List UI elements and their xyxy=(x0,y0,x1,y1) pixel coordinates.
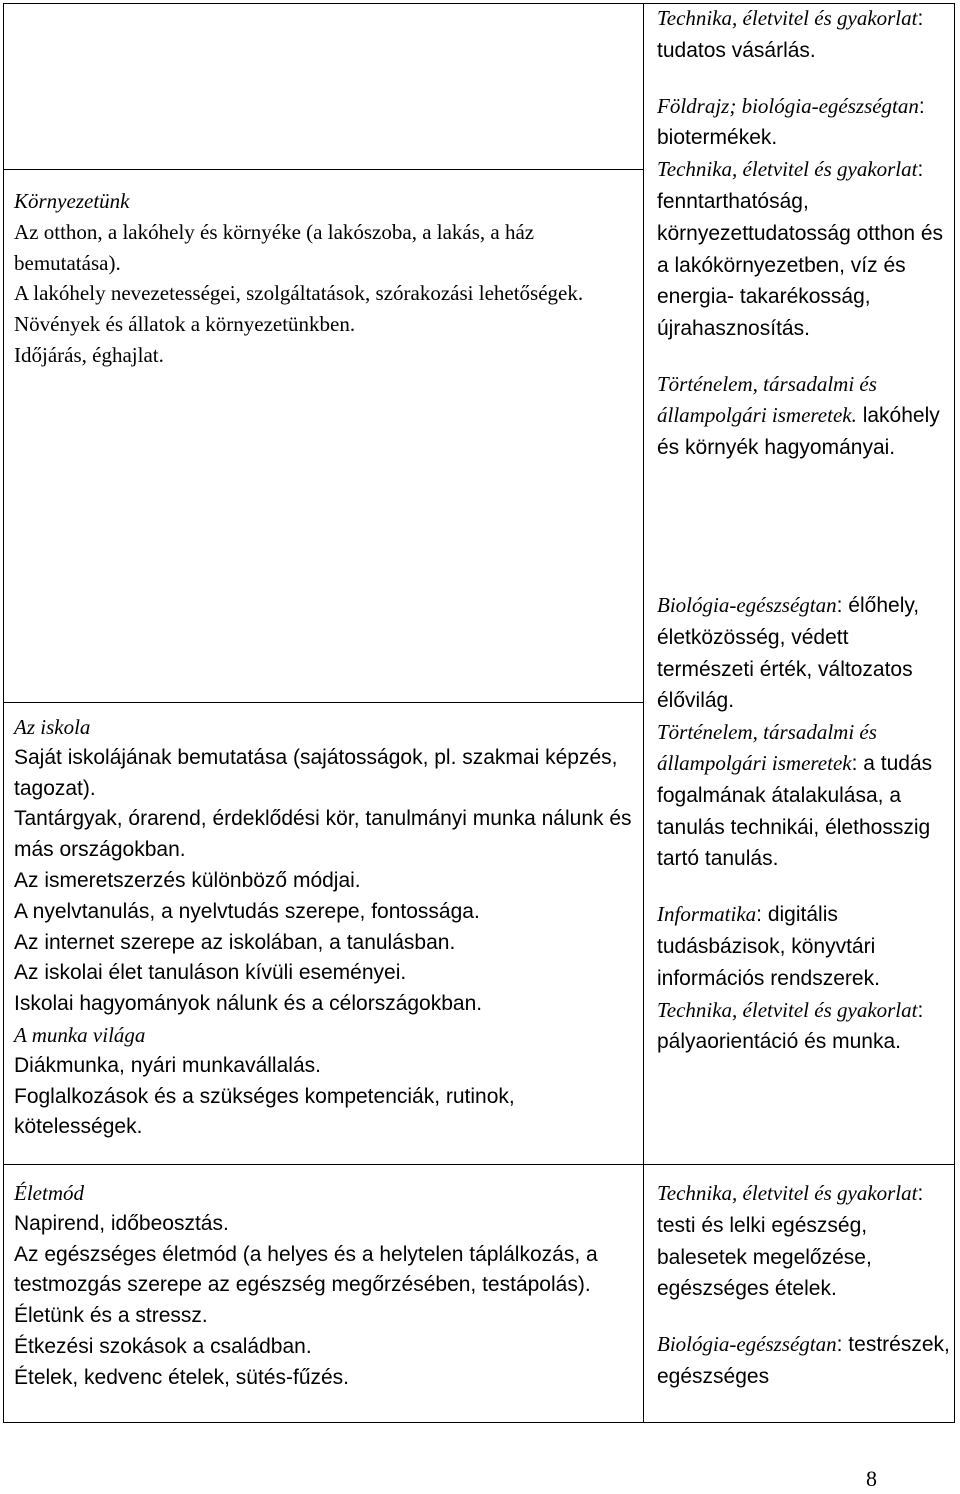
row-3-left-cell xyxy=(14,1178,636,1394)
cross-reference xyxy=(657,154,951,345)
subject-name: Technika, életvitel és gyakorlat xyxy=(657,997,918,1022)
cross-reference xyxy=(657,3,951,67)
section-heading: A munka világa xyxy=(14,1022,146,1047)
topic-line: Az internet szerepe az iskolában, a tanulásban. xyxy=(14,930,456,954)
topic-line: Foglalkozások és a szükséges kompetenciák, rutinok, kötelességek. xyxy=(14,1084,515,1139)
cross-reference-text: : pályaorientáció és munka. xyxy=(657,998,924,1054)
cross-reference-text: : digitális tudásbázisok, könyvtári információs rendszerek. xyxy=(657,903,880,990)
topic-line: Diákmunka, nyári munkavállalás. xyxy=(14,1053,321,1077)
subject-name: Biológia-egészségtan xyxy=(657,593,837,617)
cross-reference xyxy=(657,899,951,994)
topic-line: Időjárás, éghajlat. xyxy=(14,342,164,367)
subject-name: Technika, életvitel és gyakorlat xyxy=(657,157,918,182)
row-divider-3 xyxy=(3,1164,955,1165)
cross-reference xyxy=(657,1329,951,1393)
row-1-right-cell xyxy=(657,3,951,463)
topic-line: Az egészséges életmód (a helyes és a helytelen táplálkozás, a testmozgás szerepe az egészség megőrzésében, testápolás). xyxy=(14,1242,598,1297)
topic-line: Tantárgyak, órarend, érdeklődési kör, tanulmányi munka nálunk és más országokban. xyxy=(14,807,632,862)
cross-reference-text: : testi és lelki egészség, balesetek megelőzése, egészséges ételek. xyxy=(657,1182,924,1301)
cross-reference xyxy=(657,590,951,717)
cross-reference xyxy=(657,91,951,155)
cross-reference-text: : fenntarthatóság, környezettudatosság otthon és a lakókörnyezetben, víz és energia- takarékosság, újrahasznosítás. xyxy=(657,158,944,341)
cross-reference-text: lakóhely és környék hagyományai. xyxy=(657,403,940,459)
topic-line: Növények és állatok a környezetünkben. xyxy=(14,312,356,337)
subject-name: Biológia-egészségtan xyxy=(657,1332,837,1357)
topic-line: Iskolai hagyományok nálunk és a célországokban. xyxy=(14,992,483,1016)
subject-name: Informatika xyxy=(657,902,757,927)
cross-reference xyxy=(657,369,951,463)
row-divider-1 xyxy=(3,169,643,170)
topic-line: Életünk és a stressz. xyxy=(14,1304,208,1328)
subject-name: Földrajz; biológia-egészségtan xyxy=(657,93,919,118)
topic-line: Saját iskolájának bemutatása (sajátosságok, pl. szakmai képzés, tagozat). xyxy=(14,745,618,800)
topic-line: A lakóhely nevezetességei, szolgáltatások, szórakozási lehetőségek. xyxy=(14,281,584,306)
topic-line: Napirend, időbeosztás. xyxy=(14,1211,229,1235)
topic-line: Az otthon, a lakóhely és környéke (a lakószoba, a lakás, a ház bemutatása). xyxy=(14,219,535,275)
topic-line: A nyelvtanulás, a nyelvtudás szerepe, fontossága. xyxy=(14,899,480,923)
row-3-right-cell xyxy=(657,1178,951,1393)
cross-reference xyxy=(657,1178,951,1305)
cross-reference-text: : biotermékek. xyxy=(657,94,925,150)
subject-name: Technika, életvitel és gyakorlat xyxy=(657,1181,918,1205)
cross-reference-text: : testrészek, egészséges xyxy=(657,1333,950,1388)
subject-name: Történelem, társadalmi és állampolgári ismeretek. xyxy=(657,371,877,427)
section-heading: Életmód xyxy=(14,1181,84,1205)
topic-line: Ételek, kedvenc ételek, sütés-fűzés. xyxy=(14,1365,350,1389)
subject-name: Történelem, társadalmi és állampolgári ismeretek xyxy=(657,720,877,775)
topic-line: Az ismeretszerzés különböző módjai. xyxy=(14,868,361,892)
row-divider-2 xyxy=(3,702,643,703)
cross-reference xyxy=(657,717,951,875)
page-number: 8 xyxy=(866,1466,877,1491)
cross-reference-text: : tudatos vásárlás. xyxy=(657,7,924,62)
row-2-left-cell xyxy=(14,712,636,1143)
row-1-left-cell xyxy=(14,186,636,371)
column-divider xyxy=(643,3,644,1423)
subject-name: Technika, életvitel és gyakorlat xyxy=(657,6,918,30)
section-heading: Környezetünk xyxy=(14,189,130,213)
cross-reference xyxy=(657,995,951,1059)
cross-reference-text: : élőhely, életközösség, védett természeti érték, változatos élővilág. xyxy=(657,594,920,713)
cross-reference-text: : a tudás fogalmának átalakulása, a tanulás technikái, élethosszig tartó tanulás. xyxy=(657,751,933,871)
topic-line: Az iskolai élet tanuláson kívüli eseményei. xyxy=(14,961,407,985)
row-2-right-cell xyxy=(657,590,951,1058)
topic-line: Étkezési szokások a családban. xyxy=(14,1334,312,1358)
section-heading: Az iskola xyxy=(14,715,91,739)
